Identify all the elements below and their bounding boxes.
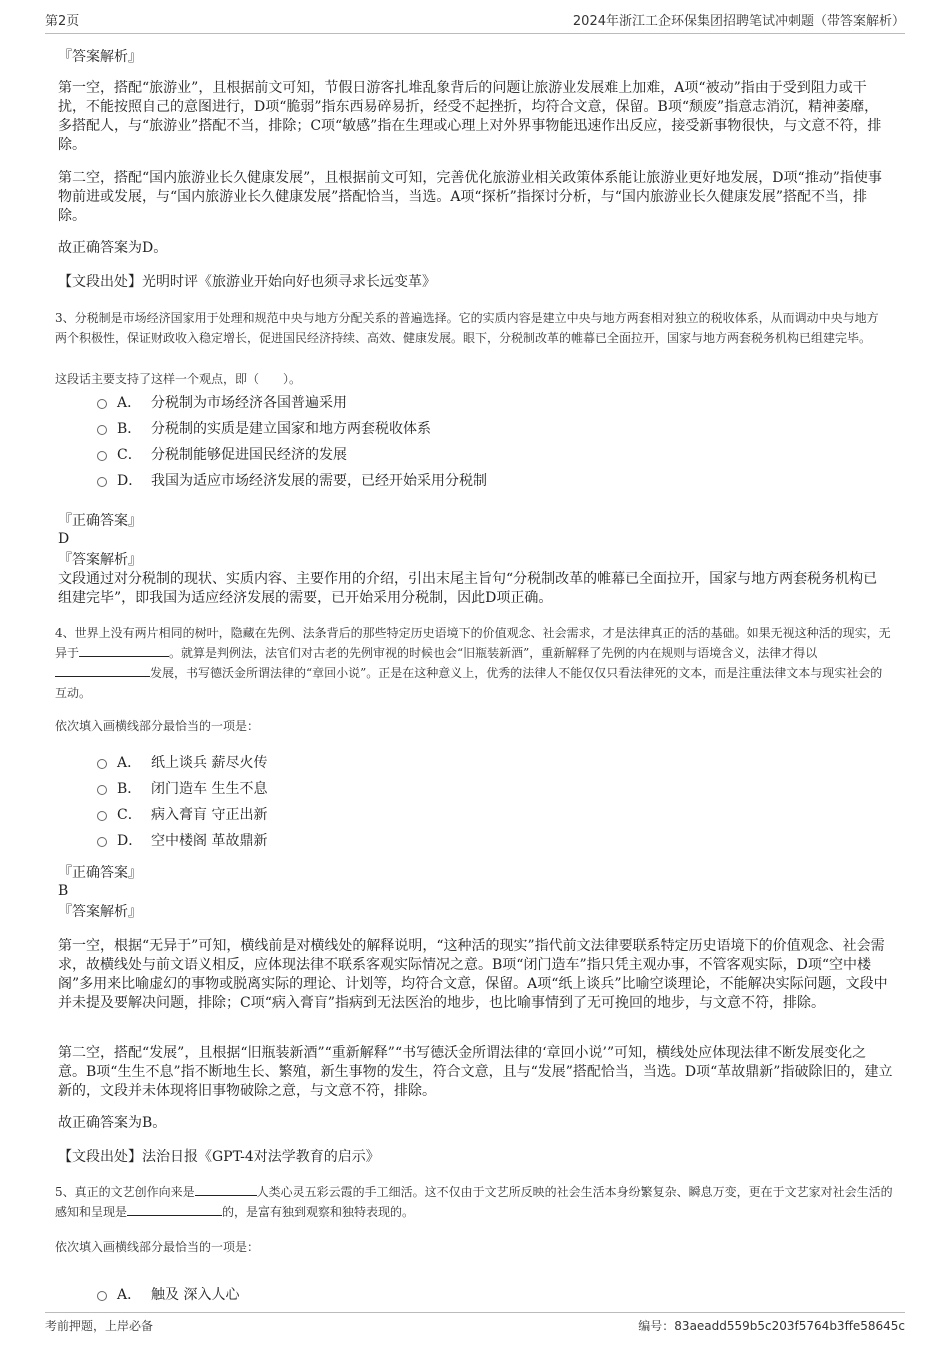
radio-circle-icon[interactable] bbox=[97, 1291, 107, 1301]
q2-analysis-para1: 第一空，搭配“旅游业”，且根据前文可知，节假日游客扎堆乱象背后的问题让旅游业发展难上加难，A项“被动”指由于受到阻力或干扰，不能按照自己的意图进行，D项“脆弱”指东西易碎易折，经受不起挫折，均符合文意，保留。B项“颓废”指意志消沉，精神萎靡，多搭配人，与“旅游业”搭配不当，排除；C项“敏感”指在生理或心理上对外界事物能迅速作出反应，接受新事物很快，与文意不符，排除。 bbox=[58, 80, 882, 153]
q2-source: 【文段出处】光明时评《旅游业开始向好也须寻求长远变革》 bbox=[58, 274, 436, 290]
option-letter: B． bbox=[117, 421, 142, 437]
radio-circle-icon[interactable] bbox=[97, 477, 107, 487]
q5-stem-part-b: 人类心灵五彩云霞的手工细活。这不仅由于文艺所反映的社会生活本身纷繁复杂、瞬息万变，更在于文艺家对社会生活的感知和呈现是 bbox=[55, 1185, 893, 1219]
blank-2 bbox=[127, 1203, 222, 1216]
q4-answer-label: 『正确答案』 bbox=[58, 865, 142, 881]
option-letter: C． bbox=[117, 807, 142, 823]
q3-analysis-label: 『答案解析』 bbox=[58, 552, 142, 568]
option-text: 分税制能够促进国民经济的发展 bbox=[151, 447, 347, 463]
q4-analysis-label: 『答案解析』 bbox=[58, 904, 142, 920]
option-letter: A． bbox=[117, 395, 142, 411]
radio-circle-icon[interactable] bbox=[97, 759, 107, 769]
option-text: 病入膏肓 守正出新 bbox=[151, 807, 268, 823]
option-letter: A． bbox=[117, 1287, 142, 1303]
q2-analysis-label: 『答案解析』 bbox=[58, 49, 142, 65]
blank-1 bbox=[195, 1183, 257, 1196]
footer-slogan: 考前押题，上岸必备 bbox=[45, 1319, 154, 1333]
q4-option-b[interactable] bbox=[97, 778, 267, 798]
option-text: 我国为适应市场经济发展的需要，已经开始采用分税制 bbox=[151, 473, 487, 489]
q4-stem-part-b: 。就算是判例法，法官们对古老的先例审视的时候也会“旧瓶装新酒”，重新解释了先例的内在规则与语境含义，法律才得以 bbox=[169, 646, 818, 660]
q4-option-c[interactable] bbox=[97, 804, 267, 824]
option-letter: A． bbox=[117, 755, 142, 771]
q3-option-a[interactable] bbox=[97, 392, 347, 412]
radio-circle-icon[interactable] bbox=[97, 837, 107, 847]
q2-conclusion: 故正确答案为D。 bbox=[58, 240, 168, 256]
q5-stem-part-c: 的，是富有独到观察和独特表现的。 bbox=[222, 1205, 415, 1219]
q4-answer: B bbox=[58, 883, 69, 899]
page-header bbox=[45, 10, 905, 34]
q5-ask: 依次填入画横线部分最恰当的一项是： bbox=[55, 1240, 260, 1254]
q3-ask: 这段话主要支持了这样一个观点，即（ ）。 bbox=[55, 372, 302, 386]
option-text: 闭门造车 生生不息 bbox=[151, 781, 268, 797]
q4-analysis-para1: 第一空，根据“无异于”可知，横线前是对横线处的解释说明，“这种活的现实”指代前文法律要联系特定历史语境下的价值观念、社会需求，故横线处与前文语义相反，应体现法律不联系客观实际情况之意。B项“闭门造车”指只凭主观办事，不管客观实际，D项“空中楼阁”多用来比喻虚幻的事物或脱离实际的理论、计划等，均符合文意，保留。A项“纸上谈兵”比喻空谈理论，不能解决实际问题，文段中并未提及要解决问题，排除；C项“病入膏肓”指病到无法医治的地步，也比喻事情到了无可挽回的地步，与文意不符，排除。 bbox=[58, 938, 888, 1011]
q3-answer-label: 『正确答案』 bbox=[58, 513, 142, 529]
q2-analysis-para2: 第二空，搭配“国内旅游业长久健康发展”，且根据前文可知，完善优化旅游业相关政策体系能让旅游业更好地发展，D项“推动”指使事物前进或发展，与“国内旅游业长久健康发展”搭配恰当，当选。A项“探析”指探讨分析，与“国内旅游业长久健康发展”搭配不当，排除。 bbox=[58, 170, 882, 224]
document-title: 2024年浙江工企环保集团招聘笔试冲刺题（带答案解析） bbox=[572, 14, 905, 29]
radio-circle-icon[interactable] bbox=[97, 785, 107, 795]
q4-ask: 依次填入画横线部分最恰当的一项是： bbox=[55, 719, 260, 733]
option-text: 空中楼阁 革故鼎新 bbox=[151, 833, 268, 849]
q4-analysis-para2: 第二空，搭配“发展”，且根据“旧瓶装新酒”“重新解释”“书写德沃金所谓法律的‘章回小说’”可知，横线处应体现法律不断发展变化之意。B项“生生不息”指不断地生长、繁殖，新生事物的发生，符合文意，且与“发展”搭配恰当，当选。D项“革故鼎新”指破除旧的，建立新的，文段并未体现将旧事物破除之意，与文意不符，排除。 bbox=[58, 1045, 893, 1099]
page-footer bbox=[45, 1312, 905, 1334]
q3-answer: D bbox=[58, 531, 70, 547]
q5-stem bbox=[55, 1182, 893, 1222]
blank-1 bbox=[79, 644, 169, 657]
document-id: 编号：83aeadd559b5c203f5764b3ffe58645c bbox=[638, 1319, 905, 1333]
blank-2 bbox=[55, 664, 150, 677]
option-text: 分税制为市场经济各国普遍采用 bbox=[151, 395, 347, 411]
q3-option-b[interactable] bbox=[97, 418, 431, 438]
q4-stem-part-c: 发展，书写德沃金所谓法律的“章回小说”。正是在这种意义上，优秀的法律人不能仅仅只看法律死的文本，而是注重法律文本与现实社会的互动。 bbox=[55, 666, 883, 700]
q4-conclusion: 故正确答案为B。 bbox=[58, 1115, 167, 1131]
page-number: 第2页 bbox=[45, 14, 80, 29]
option-text: 触及 深入人心 bbox=[151, 1287, 240, 1303]
option-text: 纸上谈兵 薪尽火传 bbox=[151, 755, 268, 771]
radio-circle-icon[interactable] bbox=[97, 451, 107, 461]
option-letter: C． bbox=[117, 447, 142, 463]
radio-circle-icon[interactable] bbox=[97, 425, 107, 435]
option-letter: D． bbox=[117, 833, 143, 849]
q3-option-d[interactable] bbox=[97, 470, 487, 490]
q4-source: 【文段出处】法治日报《GPT-4对法学教育的启示》 bbox=[58, 1149, 380, 1165]
q5-option-a[interactable] bbox=[97, 1284, 239, 1304]
q3-stem: 3、分税制是市场经济国家用于处理和规范中央与地方分配关系的普遍选择。它的实质内容是建立中央与地方两套相对独立的税收体系，从而调动中央与地方两个积极性，保证财政收入稳定增长，促进国民经济持续、高效、健康发展。眼下，分税制改革的帷幕已全面拉开，国家与地方两套税务机构已组建完毕。 bbox=[55, 311, 879, 345]
option-letter: D． bbox=[117, 473, 143, 489]
q4-option-a[interactable] bbox=[97, 752, 267, 772]
radio-circle-icon[interactable] bbox=[97, 399, 107, 409]
q3-analysis: 文段通过对分税制的现状、实质内容、主要作用的介绍，引出末尾主旨句“分税制改革的帷幕已全面拉开，国家与地方两套税务机构已组建完毕”，即我国为适应经济发展的需要，已开始采用分税制，因此D项正确。 bbox=[58, 571, 878, 606]
radio-circle-icon[interactable] bbox=[97, 811, 107, 821]
option-letter: B． bbox=[117, 781, 142, 797]
q4-stem-part-a: 4、世界上没有两片相同的树叶，隐藏在先例、法条背后的那些特定历史语境下的价值观念、社会需求，才是法律真正的活的基础。如果无视这种活的现实，无异于 bbox=[55, 626, 891, 660]
option-text: 分税制的实质是建立国家和地方两套税收体系 bbox=[151, 421, 431, 437]
q3-option-c[interactable] bbox=[97, 444, 347, 464]
q4-option-d[interactable] bbox=[97, 830, 267, 850]
q5-stem-part-a: 5、真正的文艺创作向来是 bbox=[55, 1185, 195, 1199]
q4-stem bbox=[55, 623, 893, 703]
